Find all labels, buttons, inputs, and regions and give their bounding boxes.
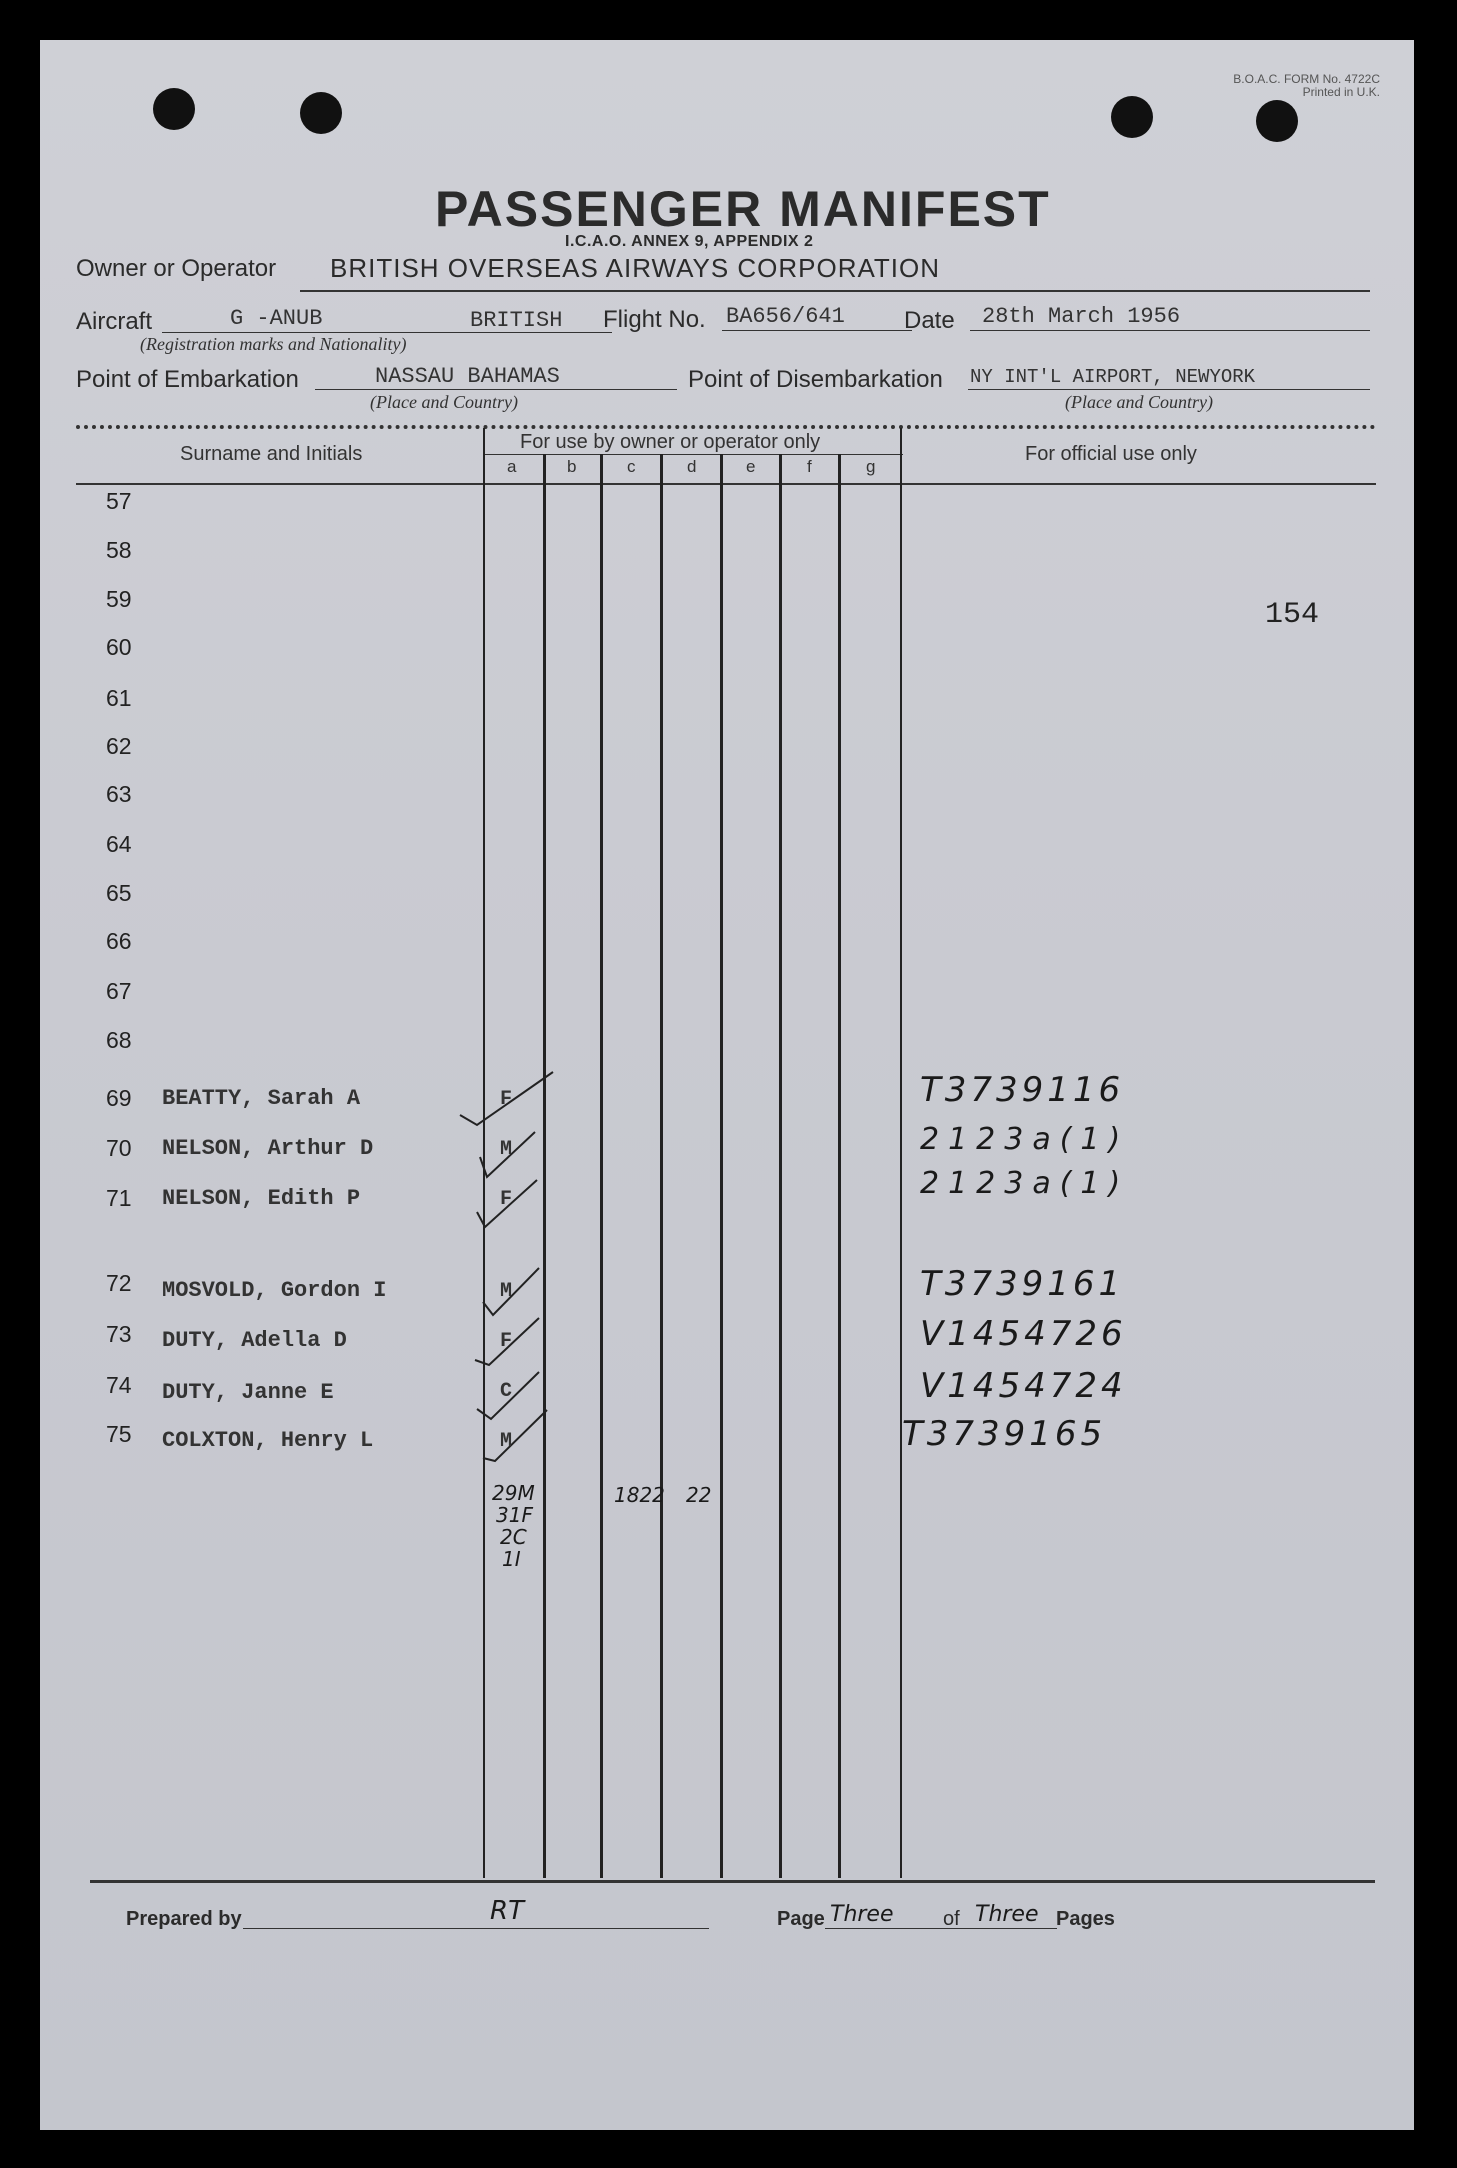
date-label: Date — [904, 307, 955, 334]
totals-col-d: 22 — [686, 1483, 712, 1507]
aircraft-rule — [162, 332, 612, 333]
row-number: 65 — [106, 880, 132, 906]
footer-top-rule — [90, 1880, 1375, 1883]
passenger-name: DUTY, Adella D — [162, 1328, 347, 1353]
col-line-8 — [900, 428, 902, 1878]
subcol-c: c — [627, 457, 636, 476]
passenger-name: BEATTY, Sarah A — [162, 1086, 361, 1111]
col-line-6 — [779, 454, 782, 1878]
total-child: 2C — [500, 1525, 527, 1549]
passenger-sex: M — [500, 1138, 513, 1161]
form-number-text: B.O.A.C. FORM No. 4722C — [1233, 72, 1380, 86]
page-rule — [825, 1928, 1057, 1929]
punch-hole-left-1 — [153, 88, 195, 130]
aircraft-label: Aircraft — [76, 308, 153, 335]
passenger-sex: F — [500, 1188, 513, 1211]
punch-hole-right-2 — [1256, 100, 1298, 142]
page-title: PASSENGER MANIFEST — [435, 181, 1051, 237]
total-female: 31F — [496, 1503, 533, 1527]
passenger-name: MOSVOLD, Gordon I — [162, 1278, 387, 1303]
row-number: 72 — [106, 1270, 132, 1296]
embark-rule — [315, 389, 677, 390]
col-line-3 — [600, 454, 603, 1878]
official-number: V1454724 — [920, 1366, 1127, 1406]
prepared-value: RT — [490, 1896, 524, 1926]
totals-col-a — [492, 1482, 535, 1570]
passenger-name: DUTY, Janne E — [162, 1380, 334, 1405]
embark-note: (Place and Country) — [370, 392, 518, 412]
disembark-rule — [968, 389, 1370, 390]
owner-use-header: For use by owner or operator only — [520, 431, 821, 453]
page-label: Page — [777, 1908, 825, 1930]
row-number: 58 — [106, 537, 132, 563]
row-number: 74 — [106, 1372, 132, 1398]
aircraft-value: G -ANUB — [230, 306, 323, 331]
surname-header: Surname and Initials — [180, 443, 363, 465]
page-subtitle: I.C.A.O. ANNEX 9, APPENDIX 2 — [565, 233, 814, 250]
col-line-4 — [660, 454, 663, 1878]
table-header-rule — [76, 483, 1376, 485]
passenger-name: NELSON, Edith P — [162, 1186, 361, 1211]
passenger-sex: C — [500, 1380, 513, 1403]
punch-hole-left-2 — [300, 92, 342, 134]
subcol-b: b — [567, 457, 577, 476]
total-infant: 1I — [502, 1547, 521, 1571]
col-line-5 — [720, 454, 723, 1878]
table-top-rule — [76, 425, 1376, 429]
manifest-page — [40, 40, 1414, 2130]
row-number: 64 — [106, 831, 132, 857]
owner-value: BRITISH OVERSEAS AIRWAYS CORPORATION — [330, 253, 941, 283]
official-number: 2123a(1) — [920, 1122, 1130, 1157]
flight-label: Flight No. — [603, 306, 706, 333]
subcol-g: g — [866, 457, 876, 476]
flight-value: BA656/641 — [726, 304, 845, 329]
row-number: 71 — [106, 1185, 132, 1211]
row-number: 67 — [106, 978, 132, 1004]
printed-note: Printed in U.K. — [1302, 85, 1380, 99]
owner-rule — [300, 290, 1370, 292]
pages-label: Pages — [1056, 1908, 1115, 1930]
flight-rule — [722, 330, 912, 331]
subcol-d: d — [687, 457, 697, 476]
row-number: 75 — [106, 1421, 132, 1447]
disembark-label: Point of Disembarkation — [688, 366, 943, 393]
subcol-f: f — [807, 457, 812, 476]
of-value: Three — [975, 1902, 1039, 1927]
official-number: T3739161 — [920, 1264, 1125, 1304]
page-annotation: 154 — [1265, 598, 1320, 632]
row-number: 73 — [106, 1321, 132, 1347]
row-number: 66 — [106, 928, 132, 954]
row-number: 60 — [106, 634, 132, 660]
official-header: For official use only — [1025, 443, 1197, 465]
row-number: 63 — [106, 781, 132, 807]
row-number: 62 — [106, 733, 132, 759]
col-line-7 — [838, 454, 841, 1878]
passenger-name: NELSON, Arthur D — [162, 1136, 374, 1161]
owner-label: Owner or Operator — [76, 255, 277, 282]
row-number: 69 — [106, 1085, 132, 1111]
prepared-rule — [243, 1928, 709, 1929]
official-number: T3739116 — [920, 1070, 1125, 1110]
official-number: T3739165 — [902, 1414, 1107, 1454]
row-number: 61 — [106, 685, 132, 711]
embark-label: Point of Embarkation — [76, 366, 299, 393]
totals-col-c: 1822 — [614, 1483, 665, 1507]
passenger-sex: M — [500, 1280, 513, 1303]
prepared-label: Prepared by — [126, 1908, 242, 1930]
date-rule — [970, 330, 1370, 331]
official-number: V1454726 — [920, 1314, 1127, 1354]
registration-note: (Registration marks and Nationality) — [140, 334, 407, 354]
passenger-sex: M — [500, 1430, 513, 1453]
subcol-a: a — [507, 457, 517, 476]
row-number: 70 — [106, 1135, 132, 1161]
date-value: 28th March 1956 — [982, 304, 1181, 329]
subcol-e: e — [746, 457, 756, 476]
disembark-note: (Place and Country) — [1065, 392, 1213, 412]
passenger-sex: F — [500, 1330, 513, 1353]
page-value: Three — [830, 1902, 894, 1927]
punch-hole-right-1 — [1111, 96, 1153, 138]
passenger-sex: F — [500, 1088, 513, 1111]
nationality-value: BRITISH — [470, 308, 563, 333]
form-number — [1140, 73, 1380, 99]
of-label: of — [943, 1908, 960, 1930]
disembark-value: NY INT'L AIRPORT, NEWYORK — [970, 366, 1256, 388]
row-number: 57 — [106, 488, 132, 514]
official-number: 2123a(1) — [920, 1166, 1130, 1201]
passenger-name: COLXTON, Henry L — [162, 1428, 374, 1453]
embark-value: NASSAU BAHAMAS — [375, 364, 560, 389]
total-male: 29M — [492, 1481, 535, 1505]
row-number: 59 — [106, 586, 132, 612]
row-number: 68 — [106, 1027, 132, 1053]
